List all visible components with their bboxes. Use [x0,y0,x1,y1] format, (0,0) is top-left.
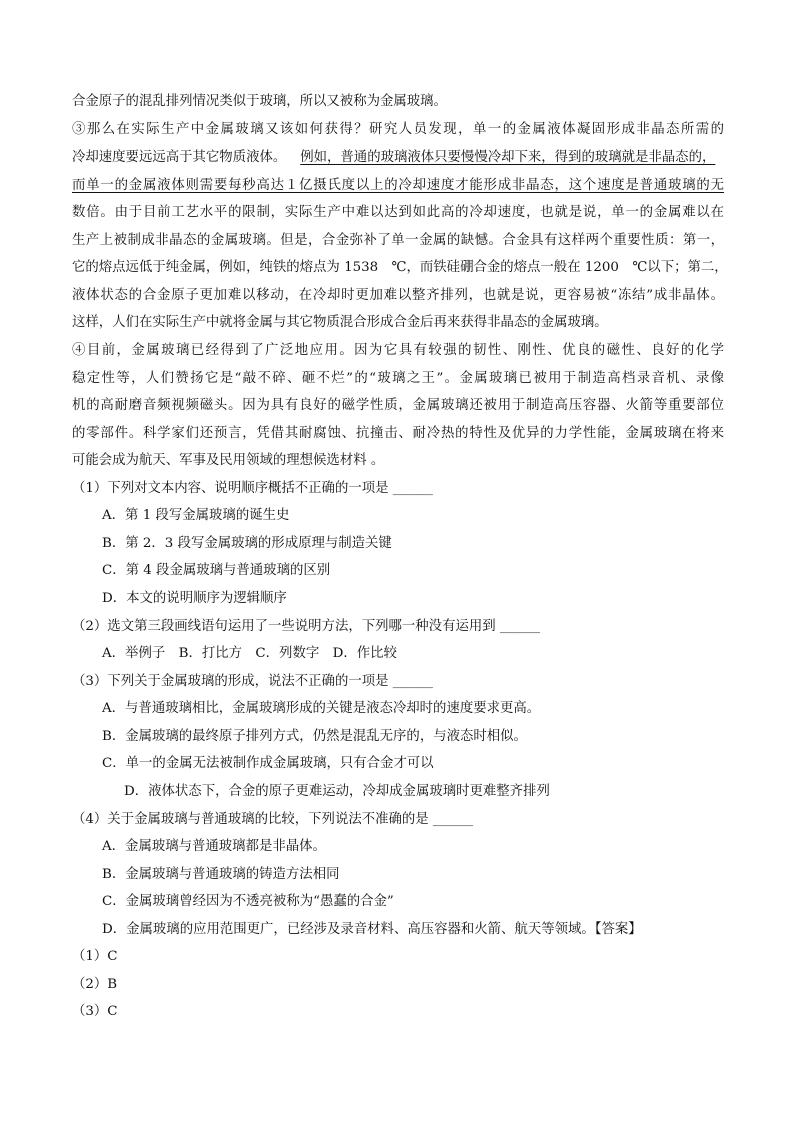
answer-1: （1）C [72,949,118,964]
question-4-option-d: D．金属玻璃的应用范围更广，已经涉及录音材料、高压容器和火箭、航天等领域。【答案】 [102,922,642,937]
question-3-option-a: A．与普通玻璃相比，金属玻璃形成的关键是液态冷却时的速度要求更高。 [102,701,541,716]
paragraph-3-line-8: 这样，人们在实际生产中就将金属与其它物质混合形成合金后再来获得非晶态的金属玻璃。 [72,315,608,330]
question-3-option-c: C．单一的金属无法被制作成金属玻璃，只有合金才可以 [102,756,434,771]
question-3-stem: （3）下列关于金属玻璃的形成，说法不正确的一项是 ______ [72,674,433,689]
paragraph-4-line-4: 的零部件。科学家们还预言，凭借其耐腐蚀、抗撞击、耐冷热的特性及优异的力学性能，金属玻璃在将来 [72,426,724,441]
question-1-option-c: C．第 4 段金属玻璃与普通玻璃的区别 [102,563,331,578]
question-4-option-c: C．金属玻璃曾经因为不透亮被称为“愚蠢的合金” [102,894,394,909]
paragraph-3-line-6: 它的熔点远低于纯金属，例如，纯铁的熔点为 1538 ℃，而铁硅硼合金的熔点一般在 1200 ℃以下；第二， [72,260,728,275]
answer-2: （2）B [72,977,118,992]
question-4-option-a: A．金属玻璃与普通玻璃都是非晶体。 [102,839,326,854]
question-1-stem: （1）下列对文本内容、说明顺序概括不正确的一项是 ______ [72,481,433,496]
underlined-sentence-part-2: 而单一的金属液体则需要每秒高达１亿摄氏度以上的冷却速度才能形成非晶态，这个速度是普通玻璃的无 [72,178,724,193]
paragraph-2-tail: 合金原子的混乱排列情况类似于玻璃，所以又被称为金属玻璃。 [72,94,447,109]
question-2-stem: （2）选文第三段画线语句运用了一些说明方法，下列哪一种没有运用到 ______ [72,619,541,634]
paragraph-4-line-5: 可能会成为航天、军事及民用领域的理想候选材料 。 [72,453,385,468]
underlined-sentence-part-1: 例如，普通的玻璃液体只要慢慢冷却下来，得到的玻璃就是非晶态的， [300,150,716,165]
question-2-options: A．举例子 B．打比方 C．列数字 D．作比较 [102,646,397,661]
question-3-option-b: B．金属玻璃的最终原子排列方式，仍然是混乱无序的，与液态时相似。 [102,729,527,744]
paragraph-4-line-1: ④目前，金属玻璃已经得到了广泛地应用。因为它具有较强的韧性、刚性、优良的磁性、良好的化学 [72,343,724,358]
question-4-stem: （4）关于金属玻璃与普通玻璃的比较，下列说法不准确的是 ______ [72,812,474,827]
paragraph-3-line-2-plain: 冷却速度要远远高于其它物质液体。 [72,150,287,165]
question-4-option-b: B．金属玻璃与普通玻璃的铸造方法相同 [102,867,340,882]
answer-3: （3）C [72,1004,118,1019]
question-1-option-b: B．第 2．3 段写金属玻璃的形成原理与制造关键 [102,536,392,551]
question-1-option-a: A．第 1 段写金属玻璃的诞生史 [102,508,290,523]
paragraph-3-line-5: 生产上被制成非晶态的金属玻璃。但是，合金弥补了单一金属的缺憾。合金具有这样两个重要性质：第一， [72,233,724,248]
paragraph-3-line-4: 数倍。由于目前工艺水平的限制，实际生产中难以达到如此高的冷却速度，也就是说，单一的金属难以在 [72,205,724,220]
paragraph-3-line-7: 液体状态的合金原子更加难以移动，在冷却时更加难以整齐排列，也就是说，更容易被“冻结”成非晶体。 [72,288,724,303]
paragraph-3-line-2 [72,148,715,168]
paragraph-4-line-3: 机的高耐磨音频视频磁头。因为具有良好的磁学性质，金属玻璃还被用于制造高压容器、火箭等重要部位 [72,398,724,413]
question-3-option-d: D．液体状态下，合金的原子更难运动，冷却成金属玻璃时更难整齐排列 [124,784,550,799]
paragraph-3-line-1: ③那么在实际生产中金属玻璃又该如何获得？研究人员发现，单一的金属液体凝固形成非晶态所需的 [72,122,724,137]
paragraph-4-line-2: 稳定性等，人们赞扬它是“敲不碎、砸不烂”的“玻璃之王”。金属玻璃已被用于制造高档录音机、录像 [72,371,724,386]
question-1-option-d: D．本文的说明顺序为逻辑顺序 [102,591,287,606]
